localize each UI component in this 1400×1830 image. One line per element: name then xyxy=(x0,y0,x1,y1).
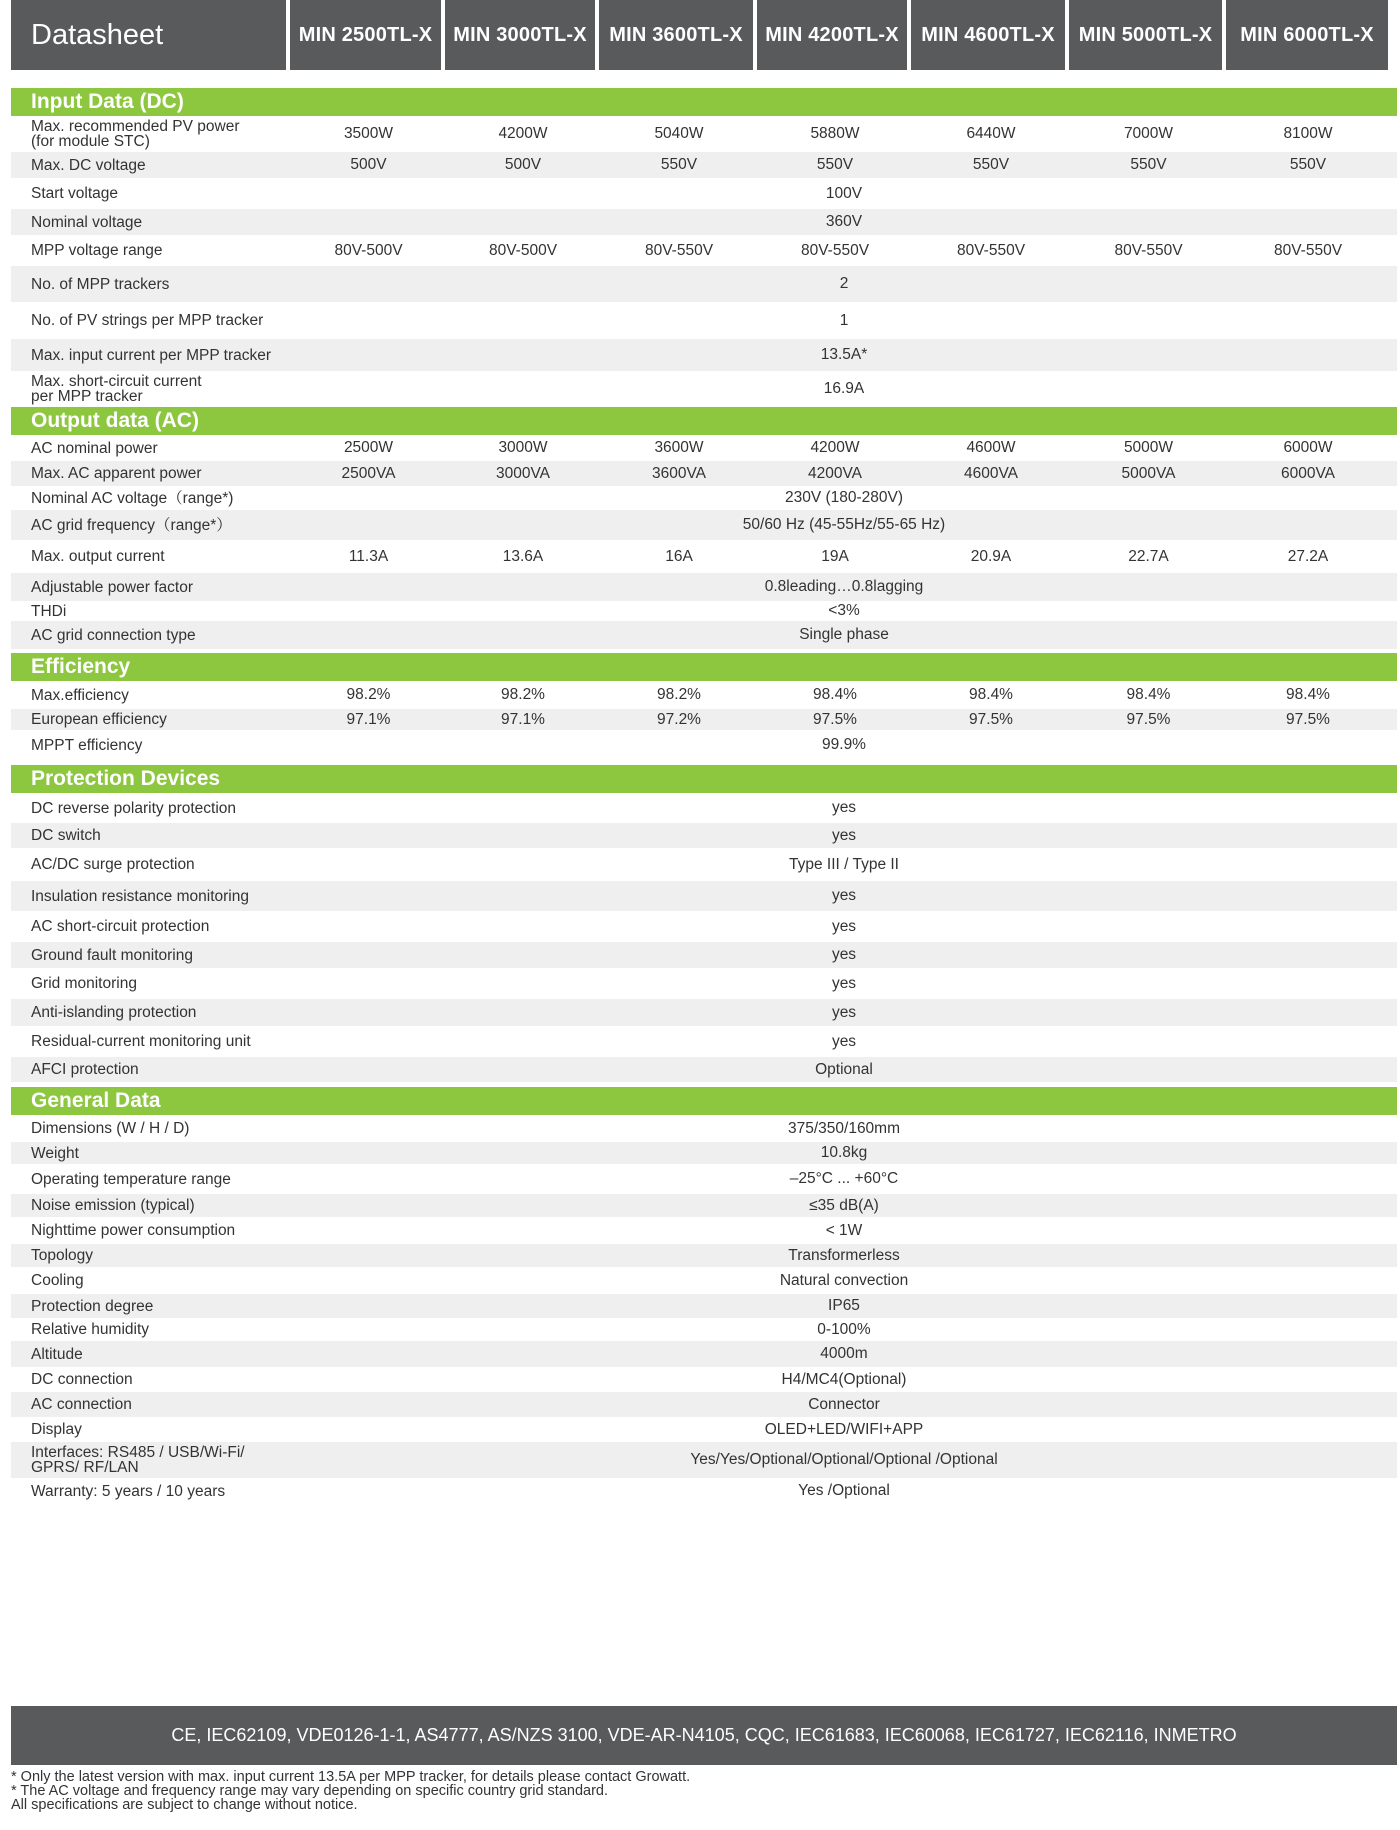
spec-label-line: MPPT efficiency xyxy=(31,736,143,754)
spec-label-line: DC connection xyxy=(31,1371,133,1388)
spec-label-line: MPP voltage range xyxy=(31,242,163,259)
spec-row xyxy=(11,881,1397,911)
spec-value: 4200VA xyxy=(807,464,862,482)
spec-label-line: Altitude xyxy=(31,1345,83,1363)
spec-value: Single phase xyxy=(799,626,889,643)
spec-label xyxy=(11,339,291,371)
spec-value: 500V xyxy=(350,156,387,173)
spec-value: 360V xyxy=(825,213,863,230)
spec-label-line: Insulation resistance monitoring xyxy=(31,887,249,905)
spec-label xyxy=(11,881,291,911)
spec-row xyxy=(11,1417,1397,1442)
spec-label xyxy=(11,1194,291,1217)
spec-value: 80V-500V xyxy=(488,241,558,259)
spec-row xyxy=(11,435,1397,461)
certifications-bar: CE, IEC62109, VDE0126-1-1, AS4777, AS/NZS 3100, VDE-AR-N4105, CQC, IEC61683, IEC60068, IEC61727, IEC62116, INMETRO xyxy=(11,1706,1397,1765)
spec-value: 8100W xyxy=(1283,125,1333,142)
spec-value: 80V-550V xyxy=(1114,241,1183,259)
spec-row xyxy=(11,1142,1397,1164)
spec-row xyxy=(11,1318,1397,1341)
spec-row xyxy=(11,1341,1397,1367)
spec-label-line: DC reverse polarity protection xyxy=(31,799,237,817)
model-header: MIN 4200TL-X xyxy=(757,0,907,70)
spec-value: 550V xyxy=(660,156,698,173)
spec-label-line: No. of MPP trackers xyxy=(31,275,170,293)
spec-label xyxy=(11,1115,291,1142)
spec-value: 2500W xyxy=(343,439,394,456)
spec-label-line: AC nominal power xyxy=(31,439,158,457)
spec-label-line: AC grid frequency（range*） xyxy=(31,516,232,534)
spec-label-line: per MPP tracker xyxy=(31,388,143,405)
spec-label-line: Topology xyxy=(31,1247,94,1264)
spec-label xyxy=(11,116,291,152)
spec-value: 0-100% xyxy=(817,1320,871,1338)
spec-label-line: Max. AC apparent power xyxy=(31,465,202,482)
spec-value: ≤35 dB(A) xyxy=(809,1196,879,1214)
spec-row xyxy=(11,1244,1397,1267)
spec-row xyxy=(11,709,1397,730)
spec-value: 3600VA xyxy=(651,464,706,482)
spec-value: –25°C ... +60°C xyxy=(789,1170,899,1187)
spec-value: 4000m xyxy=(820,1345,868,1362)
spec-label-line: Warranty: 5 years / 10 years xyxy=(31,1482,226,1500)
spec-value: 375/350/160mm xyxy=(787,1119,901,1137)
spec-value: 5880W xyxy=(810,125,860,142)
spec-value: 4600W xyxy=(966,439,1016,456)
spec-label-line: THDi xyxy=(31,602,67,620)
spec-label-line: Operating temperature range xyxy=(31,1170,231,1188)
spec-label xyxy=(11,573,291,601)
spec-label-line: Interfaces: RS485 / USB/Wi-Fi/ xyxy=(31,1444,245,1461)
spec-label xyxy=(11,1244,291,1267)
spec-row xyxy=(11,1392,1397,1417)
spec-label xyxy=(11,1417,291,1442)
spec-value: 10.8kg xyxy=(820,1144,868,1161)
spec-label-line: Noise emission (typical) xyxy=(31,1197,195,1214)
spec-value: 3000W xyxy=(498,439,548,456)
spec-label xyxy=(11,999,291,1026)
spec-row xyxy=(11,601,1397,621)
spec-row xyxy=(11,968,1397,999)
footnote: All specifications are subject to change without notice. xyxy=(11,1797,358,1813)
spec-label-line: Grid monitoring xyxy=(31,975,137,992)
spec-label-line: GPRS/ RF/LAN xyxy=(31,1459,139,1476)
spec-value: 80V-550V xyxy=(800,241,870,259)
spec-value: 4200W xyxy=(810,439,860,456)
spec-value: 97.5% xyxy=(1126,710,1171,728)
spec-label xyxy=(11,510,291,540)
spec-label-line: Relative humidity xyxy=(31,1321,150,1338)
spec-row xyxy=(11,1194,1397,1217)
spec-label xyxy=(11,302,291,339)
spec-value: 98.2% xyxy=(346,686,391,703)
section-title: Output data (AC) xyxy=(11,407,1397,435)
spec-label xyxy=(11,601,291,621)
spec-label-line: Display xyxy=(31,1421,82,1438)
spec-value: 98.2% xyxy=(657,686,701,703)
spec-value: 230V (180-280V) xyxy=(784,489,904,506)
spec-label-line: (for module STC) xyxy=(31,133,150,150)
spec-label-line: Dimensions (W / H / D) xyxy=(31,1120,190,1137)
spec-label-line: Protection degree xyxy=(31,1297,154,1315)
spec-value: yes xyxy=(831,946,857,963)
spec-label xyxy=(11,793,291,823)
spec-label xyxy=(11,1478,291,1504)
spec-label-line: Max. recommended PV power xyxy=(31,118,240,135)
spec-label-line: AFCI protection xyxy=(31,1061,139,1078)
spec-row xyxy=(11,371,1397,407)
spec-label-line: Nighttime power consumption xyxy=(31,1222,236,1239)
spec-value: 6440W xyxy=(966,125,1016,142)
spec-value: 98.2% xyxy=(501,686,545,703)
spec-row xyxy=(11,621,1397,649)
spec-label xyxy=(11,911,291,942)
spec-row xyxy=(11,1267,1397,1294)
spec-label xyxy=(11,178,291,209)
spec-value: yes xyxy=(831,1032,857,1050)
section-title: Input Data (DC) xyxy=(11,88,1397,116)
spec-label-line: Anti-islanding protection xyxy=(31,1004,197,1021)
spec-row xyxy=(11,540,1397,573)
spec-row xyxy=(11,1367,1397,1392)
spec-row xyxy=(11,911,1397,942)
spec-value: yes xyxy=(831,917,857,935)
spec-label xyxy=(11,1367,291,1392)
spec-label-line: Nominal AC voltage（range*) xyxy=(31,489,234,507)
spec-value: 80V-500V xyxy=(334,241,403,259)
spec-label-line: European efficiency xyxy=(31,711,167,728)
spec-row xyxy=(11,266,1397,302)
spec-value: yes xyxy=(831,826,857,844)
spec-value: 100V xyxy=(825,184,863,202)
spec-label xyxy=(11,1026,291,1057)
spec-value: 5040W xyxy=(654,125,704,142)
spec-value: 97.5% xyxy=(813,710,857,728)
spec-label-line: Cooling xyxy=(31,1272,84,1289)
spec-value: 0.8leading…0.8lagging xyxy=(764,578,924,595)
spec-row xyxy=(11,510,1397,540)
spec-value: 550V xyxy=(1130,156,1167,173)
spec-row xyxy=(11,1442,1397,1478)
spec-label xyxy=(11,1142,291,1164)
spec-value: 99.9% xyxy=(822,736,866,753)
spec-label xyxy=(11,1057,291,1082)
spec-value: 19A xyxy=(821,547,849,565)
spec-row xyxy=(11,730,1397,760)
spec-label-line: Weight xyxy=(31,1144,79,1162)
spec-value: 3500W xyxy=(343,125,394,142)
spec-row xyxy=(11,1164,1397,1194)
section-title: Efficiency xyxy=(11,653,1397,681)
datasheet-title: Datasheet xyxy=(11,0,286,70)
spec-value: yes xyxy=(831,974,857,992)
spec-value: 3600W xyxy=(654,439,704,456)
model-header: MIN 3000TL-X xyxy=(445,0,595,70)
spec-label-line: AC/DC surge protection xyxy=(31,856,195,873)
spec-value: 2500VA xyxy=(341,464,396,482)
spec-value: 16.9A xyxy=(823,380,865,397)
spec-label-line: DC switch xyxy=(31,827,101,844)
spec-label-line: Nominal voltage xyxy=(31,213,143,231)
spec-row xyxy=(11,1115,1397,1142)
spec-label xyxy=(11,266,291,302)
spec-value: Transformerless xyxy=(788,1246,900,1264)
spec-label-line: Max. DC voltage xyxy=(31,156,146,174)
spec-value: 5000W xyxy=(1123,439,1174,456)
spec-label xyxy=(11,1294,291,1318)
spec-value: 13.5A* xyxy=(820,346,868,363)
spec-value: IP65 xyxy=(828,1297,860,1314)
spec-label xyxy=(11,848,291,881)
spec-label xyxy=(11,540,291,573)
spec-label xyxy=(11,1267,291,1294)
spec-value: 98.4% xyxy=(1286,686,1330,703)
spec-label xyxy=(11,235,291,266)
spec-label xyxy=(11,823,291,848)
spec-value: 97.5% xyxy=(969,710,1013,728)
spec-row xyxy=(11,178,1397,209)
spec-label xyxy=(11,1318,291,1341)
spec-label xyxy=(11,730,291,760)
spec-row xyxy=(11,152,1397,178)
spec-label xyxy=(11,1392,291,1417)
spec-value: 97.1% xyxy=(346,710,391,728)
model-header: MIN 6000TL-X xyxy=(1226,0,1388,70)
spec-row xyxy=(11,573,1397,601)
spec-value: < 1W xyxy=(825,1221,863,1239)
spec-value: 97.5% xyxy=(1286,710,1330,728)
spec-value: yes xyxy=(831,887,857,904)
spec-row xyxy=(11,235,1397,266)
spec-label-line: Residual-current monitoring unit xyxy=(31,1033,251,1050)
spec-value: 550V xyxy=(1289,156,1327,173)
spec-value: 98.4% xyxy=(813,686,857,703)
spec-label-line: Max. output current xyxy=(31,548,165,565)
spec-label-line: No. of PV strings per MPP tracker xyxy=(31,312,264,329)
spec-value: 7000W xyxy=(1123,125,1174,142)
spec-value: <3% xyxy=(828,602,860,619)
spec-row xyxy=(11,1057,1397,1082)
spec-value: 98.4% xyxy=(969,686,1013,703)
spec-label xyxy=(11,371,291,407)
spec-row xyxy=(11,1217,1397,1244)
spec-row xyxy=(11,793,1397,823)
spec-value: Optional xyxy=(815,1060,873,1078)
spec-row xyxy=(11,1026,1397,1057)
spec-label-line: Max. input current per MPP tracker xyxy=(31,346,272,364)
spec-value: OLED+LED/WIFI+APP xyxy=(764,1420,924,1438)
section-title: Protection Devices xyxy=(11,765,1397,793)
spec-value: 80V-550V xyxy=(956,241,1026,259)
spec-value: Connector xyxy=(808,1395,880,1413)
spec-label xyxy=(11,209,291,235)
spec-label-line: AC connection xyxy=(31,1396,132,1413)
spec-row xyxy=(11,486,1397,510)
spec-value: 22.7A xyxy=(1128,547,1169,565)
spec-label xyxy=(11,681,291,709)
spec-value: Natural convection xyxy=(779,1271,909,1289)
spec-label xyxy=(11,1442,291,1478)
spec-value: 1 xyxy=(839,311,849,329)
model-header: MIN 4600TL-X xyxy=(911,0,1065,70)
spec-label-line: AC short-circuit protection xyxy=(31,918,210,935)
spec-value: 13.6A xyxy=(502,547,544,565)
spec-row xyxy=(11,999,1397,1026)
spec-label xyxy=(11,942,291,968)
spec-label-line: Adjustable power factor xyxy=(31,578,193,596)
spec-value: 500V xyxy=(504,156,542,173)
spec-value: 98.4% xyxy=(1126,686,1171,703)
spec-label-line: Start voltage xyxy=(31,185,119,202)
spec-row xyxy=(11,461,1397,486)
model-header: MIN 5000TL-X xyxy=(1069,0,1222,70)
spec-label xyxy=(11,486,291,510)
spec-row xyxy=(11,302,1397,339)
spec-value: 6000VA xyxy=(1280,464,1335,482)
spec-value: 16A xyxy=(665,547,693,565)
footnote: * The AC voltage and frequency range may vary depending on specific country grid standard. xyxy=(11,1783,609,1799)
spec-label xyxy=(11,968,291,999)
spec-row xyxy=(11,942,1397,968)
spec-value: 80V-550V xyxy=(644,241,714,259)
footnote: * Only the latest version with max. input current 13.5A per MPP tracker, for details please contact Growatt. xyxy=(11,1769,691,1785)
spec-value: yes xyxy=(831,799,857,816)
spec-label xyxy=(11,1164,291,1194)
spec-value: 97.1% xyxy=(501,710,545,728)
spec-label-line: Ground fault monitoring xyxy=(31,946,193,964)
spec-value: 6000W xyxy=(1283,439,1333,456)
spec-value: 4200W xyxy=(498,125,548,142)
spec-value: 97.2% xyxy=(657,710,701,728)
spec-label-line: AC grid connection type xyxy=(31,626,196,644)
spec-row xyxy=(11,681,1397,709)
spec-label xyxy=(11,461,291,486)
spec-value: Yes/Yes/Optional/Optional/Optional /Optional xyxy=(690,1451,998,1468)
spec-value: 550V xyxy=(972,156,1010,173)
datasheet-header xyxy=(11,0,1397,70)
spec-row xyxy=(11,1294,1397,1318)
spec-value: 550V xyxy=(816,156,854,173)
spec-row xyxy=(11,209,1397,235)
spec-label xyxy=(11,621,291,649)
spec-value: Yes /Optional xyxy=(798,1482,890,1499)
spec-value: 2 xyxy=(839,275,849,292)
footnotes xyxy=(11,1770,690,1812)
spec-label xyxy=(11,152,291,178)
model-header: MIN 3600TL-X xyxy=(599,0,753,70)
spec-value: 5000VA xyxy=(1121,464,1176,482)
section-title: General Data xyxy=(11,1087,1397,1115)
spec-label xyxy=(11,1341,291,1367)
spec-row xyxy=(11,339,1397,371)
spec-value: 4600VA xyxy=(963,464,1018,482)
datasheet-table xyxy=(11,88,1397,1504)
spec-row xyxy=(11,848,1397,881)
spec-row xyxy=(11,116,1397,152)
spec-value: 11.3A xyxy=(348,547,389,565)
spec-value: 50/60 Hz (45-55Hz/55-65 Hz) xyxy=(742,516,946,533)
spec-label xyxy=(11,435,291,461)
spec-value: 20.9A xyxy=(970,547,1012,565)
spec-value: yes xyxy=(831,1003,857,1021)
model-header: MIN 2500TL-X xyxy=(290,0,441,70)
spec-value: H4/MC4(Optional) xyxy=(781,1370,907,1388)
spec-value: 27.2A xyxy=(1287,547,1329,565)
spec-label xyxy=(11,709,291,730)
spec-value: 3000VA xyxy=(495,464,550,482)
spec-label-line: Max.efficiency xyxy=(31,686,129,704)
spec-label-line: Max. short-circuit current xyxy=(31,373,202,390)
spec-label xyxy=(11,1217,291,1244)
spec-row xyxy=(11,823,1397,848)
spec-row xyxy=(11,1478,1397,1504)
spec-value: Type III / Type II xyxy=(789,855,899,873)
spec-value: 80V-550V xyxy=(1273,241,1343,259)
